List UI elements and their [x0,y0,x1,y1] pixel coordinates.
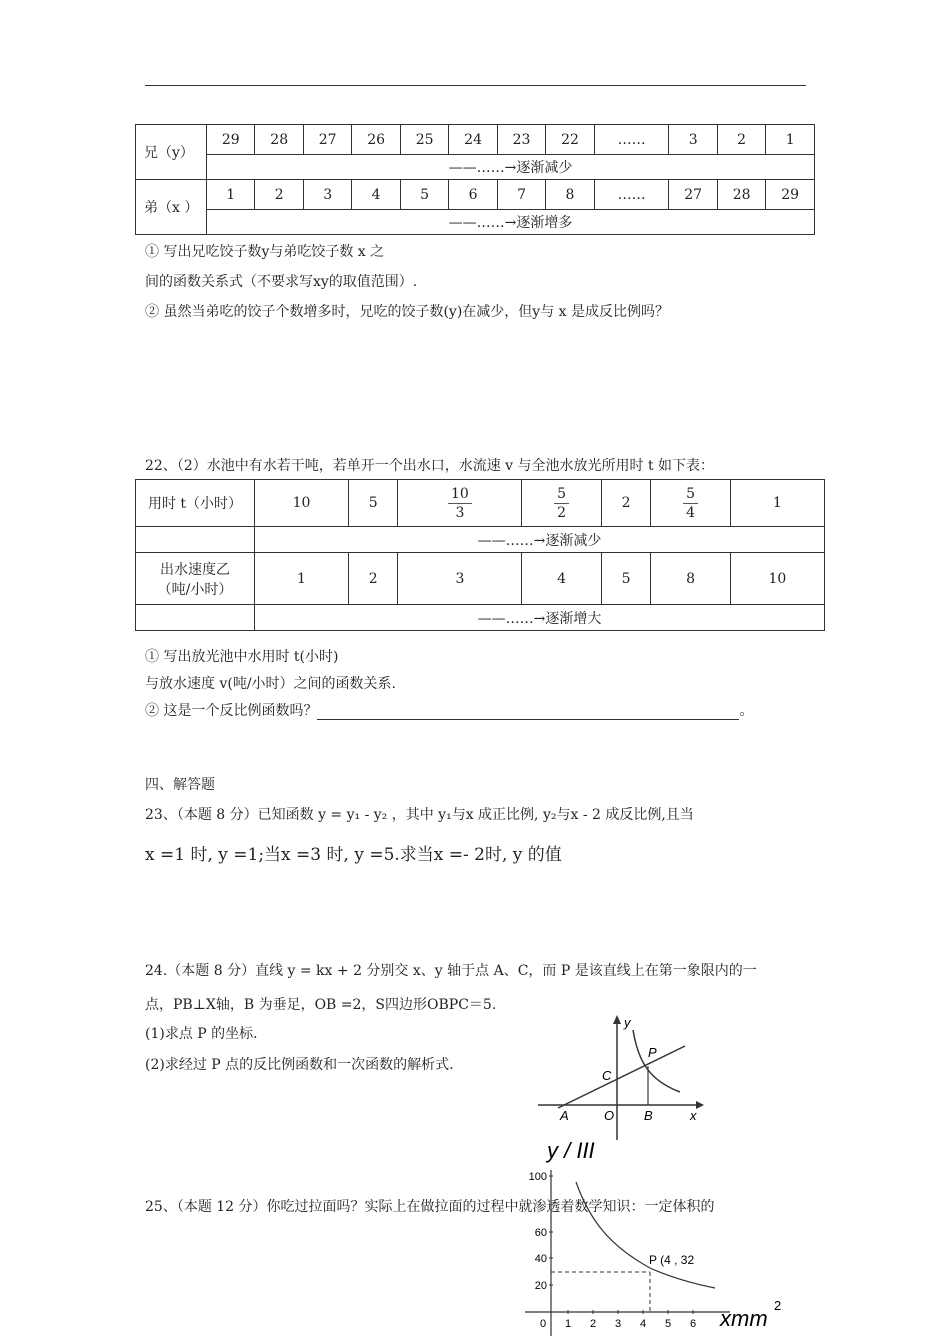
table-cell: 28 [717,180,765,210]
hyperbola-curve [633,1030,680,1092]
brother-row [136,125,815,155]
q24-part1: (1)求点 P 的坐标. [145,1026,258,1042]
table-cell: 29 [207,125,255,155]
table-cell: 26 [352,125,400,155]
q24-part2: (2)求经过 P 点的反比例函数和一次函数的解析式. [145,1057,454,1073]
water-table [135,479,825,631]
table-cell: 7 [497,180,545,210]
speed-cell: 3 [398,553,522,605]
speed-cell: 8 [651,553,730,605]
q23-line1: 23、（本题 8 分）已知函数 y = y₁ - y₂ ，其中 y₁与x 成正比例, y₂与x - 2 成反比例,且当 [145,807,694,823]
decreasing-note: ——……→逐渐减少 [207,155,815,180]
q22-line1: ① 写出放光池中水用时 t(小时) [145,649,339,665]
speed-cell: 5 [601,553,650,605]
inverse-proportion-graph [515,1136,805,1344]
increasing-note: ——……→逐渐增多 [207,210,815,235]
q22-intro: 22、（2）水池中有水若干吨，若单开一个出水口，水流速 v 与全池水放光所用时 t 如下表： [145,458,715,474]
speed-cell: 4 [522,553,601,605]
increase-note: ——……→逐渐增大 [255,605,825,631]
q21-line3: ② 虽然当弟吃的饺子个数增多时，兄吃的饺子数(y)在减少，但y与 x 是成反比例吗？ [145,304,669,320]
time-cell: 1 [730,480,824,527]
y-tick-label: 20 [534,1280,547,1292]
point-b-label: B [644,1108,653,1123]
brother-label: 兄（y） [136,125,207,180]
x-tick-label: 6 [689,1318,697,1330]
x-tick-label: 4 [639,1318,647,1330]
time-cell: 2 [601,480,650,527]
y-axis-title: y / III [547,1138,595,1163]
table-cell: 1 [766,125,815,155]
point-o-label: O [604,1108,615,1123]
table-cell: 4 [352,180,400,210]
decrease-note: ——……→逐渐减少 [255,527,825,553]
q23-line2: x =1 时, y =1;当x =3 时, y =5.求当x =- 2时, y 的值 [145,845,562,865]
point-a-label: A [560,1108,569,1123]
table-cell: 6 [449,180,497,210]
table-cell: 24 [449,125,497,155]
y-tick-label: 100 [528,1171,547,1183]
point-p-label: P [648,1045,657,1060]
table-cell: 22 [546,125,594,155]
y-tick-label: 60 [534,1227,547,1239]
y-axis-arrow [613,1015,621,1024]
x-axis-arrow [696,1101,704,1109]
q22-line2: 与放水速度 v(吨/小时）之间的函数关系. [145,676,396,692]
time-label: 用时 t（小时） [136,480,255,527]
time-cell: $\frac{5}{4}$ [651,480,730,527]
dumpling-table [135,124,815,235]
table-cell: 27 [669,180,717,210]
x-ticks [540,1310,696,1330]
table-cell: 2 [717,125,765,155]
speed-cell: 2 [348,553,397,605]
table-cell: 5 [400,180,448,210]
q25-line1: 25、（本题 12 分）你吃过拉面吗？实际上在做拉面的过程中就渗透着数学知识：一定体积的 [145,1199,715,1215]
table-cell: 25 [400,125,448,155]
y-tick-label: 40 [534,1253,547,1265]
table-cell: 28 [255,125,303,155]
y-ticks [529,1171,553,1292]
table-cell: 3 [303,180,351,210]
q21-line1: ① 写出兄吃饺子数y与弟吃饺子数 x 之 [145,244,385,260]
x-axis-title: xmm [720,1306,768,1331]
table-cell: 29 [766,180,815,210]
header-rule [145,85,806,86]
speed-cell: 10 [730,553,824,605]
speed-label: 出水速度乙 （吨/小时） [136,553,255,605]
younger-label: 弟（x ） [136,180,207,235]
line-hyperbola-graph [530,1010,710,1145]
x-axis-exponent: 2 [774,1298,782,1313]
x-tick-label: 1 [564,1318,572,1330]
x-tick-label: 3 [614,1318,622,1330]
table-cell: …… [594,180,669,210]
answer-blank[interactable] [317,705,739,720]
table-cell: 2 [255,180,303,210]
point-p-label: P (4 , 32 [649,1253,695,1267]
time-cell: 5 [348,480,397,527]
q24-line2: 点，PB⊥X轴，B 为垂足，OB =2，S四边形OBPC＝5. [145,997,497,1013]
younger-row [136,180,815,210]
table-cell: …… [594,125,669,155]
q21-line2: 间的函数关系式（不要求写xy的取值范围）. [145,274,418,290]
q24-line1: 24.（本题 8 分）直线 y = kx + 2 分别交 x、y 轴于点 A、C，而 P 是该直线上在第一象限内的一 [145,963,757,979]
table-cell: 27 [303,125,351,155]
table-cell: 3 [669,125,717,155]
x-tick-label: 0 [539,1318,547,1330]
time-cell: $\frac{10}{3}$ [398,480,522,527]
x-tick-label: 5 [664,1318,672,1330]
y-axis-label: y [624,1015,631,1030]
line-ac [558,1046,685,1108]
table-cell: 23 [497,125,545,155]
point-c-label: C [602,1068,612,1083]
q22-line3: ② 这是一个反比例函数吗？ 。 [145,703,754,719]
time-cell: 10 [255,480,349,527]
table-cell: 8 [546,180,594,210]
x-axis-label: x [690,1108,697,1123]
section-title: 四、解答题 [145,777,215,793]
speed-cell: 1 [255,553,349,605]
table-cell: 1 [207,180,255,210]
x-tick-label: 2 [589,1318,597,1330]
time-cell: $\frac{5}{2}$ [522,480,601,527]
